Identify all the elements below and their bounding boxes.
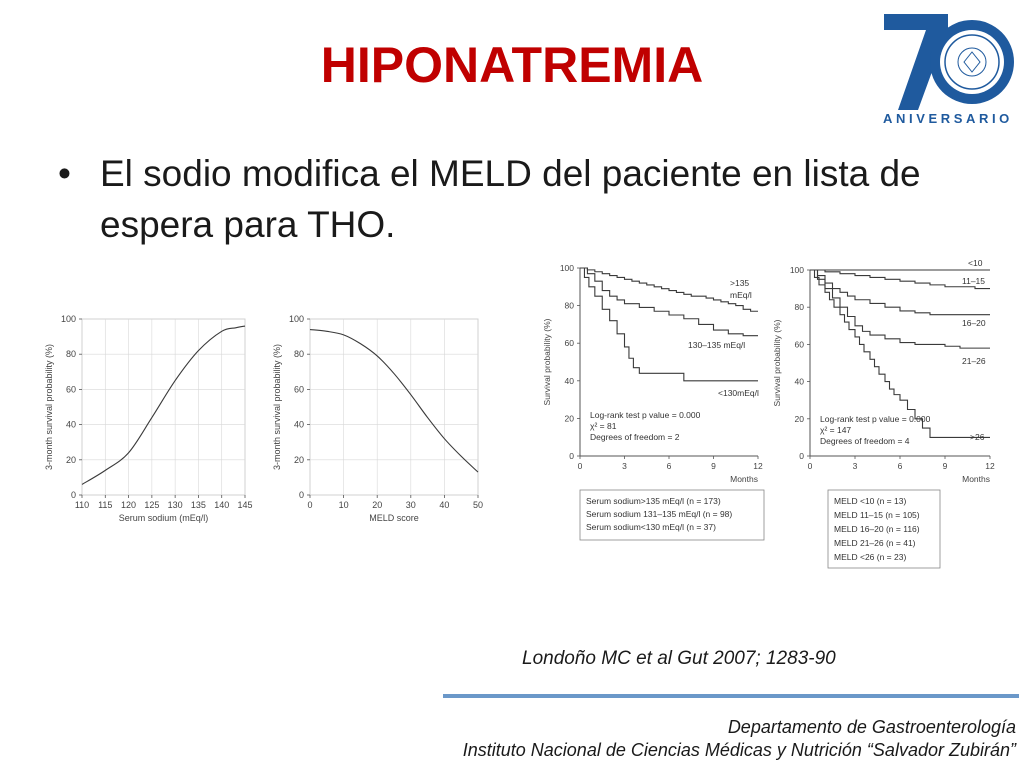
y-tick-label: 0	[70, 490, 76, 500]
chart-svg	[268, 305, 490, 545]
plot-frame	[310, 319, 478, 495]
series-line-4	[810, 270, 990, 437]
y-tick-label: 60	[293, 384, 304, 395]
y-tick-label: 80	[293, 349, 304, 360]
x-tick-label: 3	[622, 461, 627, 471]
y-tick-label: 20	[564, 413, 574, 424]
y-tick-label: 80	[564, 300, 574, 311]
x-tick-label: 120	[121, 500, 137, 510]
plot-frame	[82, 319, 245, 495]
chart-svg	[770, 256, 996, 572]
x-tick-label: 135	[190, 500, 206, 510]
x-tick-label: 125	[144, 500, 160, 510]
y-tick-label: 20	[293, 454, 304, 465]
y-tick-label: 20	[794, 413, 804, 424]
y-axis-label: Survival probability (%)	[772, 319, 782, 407]
x-tick-label: 115	[98, 500, 113, 510]
y-tick-label: 0	[569, 451, 574, 461]
chart-svg	[40, 305, 260, 545]
curve-label: >26	[970, 432, 985, 442]
x-axis-label: MELD score	[369, 513, 419, 523]
citation: Londoño MC et al Gut 2007; 1283-90	[522, 648, 836, 669]
bullet-text: El sodio modifica el MELD del paciente en lista de espera para THO.	[100, 153, 921, 245]
y-tick-label: 60	[794, 339, 804, 350]
logo-label: ANIVERSARIO	[883, 111, 1013, 126]
x-axis-label: Months	[962, 474, 990, 484]
footer-institute: Instituto Nacional de Ciencias Médicas y Nutrición “Salvador Zubirán”	[462, 740, 1016, 760]
x-tick-label: 6	[666, 461, 672, 471]
curve-label: 16–20	[962, 318, 986, 328]
y-tick-label: 100	[559, 263, 574, 273]
x-tick-label: 40	[439, 500, 450, 510]
legend-entry: MELD 16–20 (n = 116)	[834, 524, 920, 534]
curve-label: mEq/l	[730, 290, 752, 300]
legend-entry: MELD 21–26 (n = 41)	[834, 538, 916, 548]
series-line-0	[310, 330, 478, 473]
x-tick-label: 9	[711, 461, 716, 471]
curve-label: <10	[968, 258, 983, 268]
legend-entry: Serum sodium<130 mEq/l (n = 37)	[586, 522, 716, 532]
chart-svg	[538, 256, 768, 546]
bullet-item	[58, 148, 958, 250]
logo-seal-inner	[940, 30, 1004, 94]
x-tick-label: 30	[405, 500, 416, 510]
x-tick-label: 12	[985, 461, 995, 471]
footer-divider	[443, 694, 1019, 698]
series-line-0	[82, 326, 245, 484]
y-tick-label: 0	[799, 451, 804, 461]
stats-annotation: Log-rank test p value = 0.000	[590, 410, 701, 420]
y-tick-label: 100	[288, 314, 304, 324]
curve-label: 11–15	[962, 276, 986, 286]
x-tick-label: 9	[942, 461, 948, 471]
legend-entry: MELD 11–15 (n = 105)	[834, 510, 920, 520]
curve-label: >135	[730, 278, 750, 288]
y-axis-label: Survival probability (%)	[542, 318, 552, 406]
curve-label: <130mEq/l	[718, 388, 759, 398]
footer-department: Departamento de Gastroenterología	[727, 717, 1016, 737]
y-tick-label: 60	[564, 338, 574, 349]
y-tick-label: 40	[564, 375, 574, 386]
stats-annotation: Degrees of freedom = 4	[820, 436, 910, 446]
y-tick-label: 20	[65, 454, 76, 465]
curve-label: 130–135 mEq/l	[688, 340, 746, 350]
x-tick-label: 110	[74, 500, 90, 510]
survival-vs-sodium-chart	[40, 305, 260, 545]
survival-vs-meld-chart	[268, 305, 490, 545]
y-tick-label: 80	[794, 302, 804, 313]
y-tick-label: 40	[293, 419, 304, 430]
y-tick-label: 0	[298, 490, 304, 500]
stats-annotation: Degrees of freedom = 2	[590, 432, 680, 442]
footer	[463, 716, 1016, 762]
x-tick-label: 12	[753, 461, 763, 471]
stats-annotation: χ² = 147	[820, 425, 852, 435]
x-tick-label: 130	[167, 500, 183, 510]
x-tick-label: 20	[372, 500, 383, 510]
y-tick-label: 60	[65, 384, 76, 395]
stats-annotation: χ² = 81	[590, 421, 617, 431]
x-tick-label: 3	[852, 461, 858, 471]
legend-entry: Serum sodium>135 mEq/l (n = 173)	[586, 496, 721, 506]
x-tick-label: 0	[807, 461, 813, 471]
x-tick-label: 10	[338, 500, 349, 510]
y-tick-label: 100	[60, 314, 76, 324]
km-sodium-chart	[538, 256, 768, 546]
x-tick-label: 6	[897, 461, 903, 471]
legend-entry: MELD <10 (n = 13)	[834, 496, 907, 506]
km-meld-chart	[770, 256, 996, 572]
y-axis-label: 3-month survival probability (%)	[44, 343, 54, 471]
y-axis-label: 3-month survival probability (%)	[272, 343, 282, 471]
slide-title: HIPONATREMIA	[320, 37, 704, 93]
y-tick-label: 100	[789, 265, 804, 275]
x-tick-label: 140	[214, 500, 230, 510]
x-tick-label: 50	[472, 500, 484, 510]
stats-annotation: Log-rank test p value = 0.000	[820, 414, 931, 424]
x-axis-label: Months	[730, 474, 758, 484]
y-tick-label: 80	[65, 349, 76, 360]
x-axis-label: Serum sodium (mEq/l)	[118, 513, 209, 523]
x-tick-label: 0	[577, 461, 583, 471]
x-tick-label: 145	[237, 500, 253, 510]
x-tick-label: 0	[307, 500, 313, 510]
legend-entry: MELD <26 (n = 23)	[834, 552, 907, 562]
bullet-dot-icon: •	[58, 153, 71, 194]
curve-label: 21–26	[962, 356, 986, 366]
y-tick-label: 40	[65, 419, 76, 430]
legend-entry: Serum sodium 131–135 mEq/l (n = 98)	[586, 509, 733, 519]
y-tick-label: 40	[794, 376, 804, 387]
